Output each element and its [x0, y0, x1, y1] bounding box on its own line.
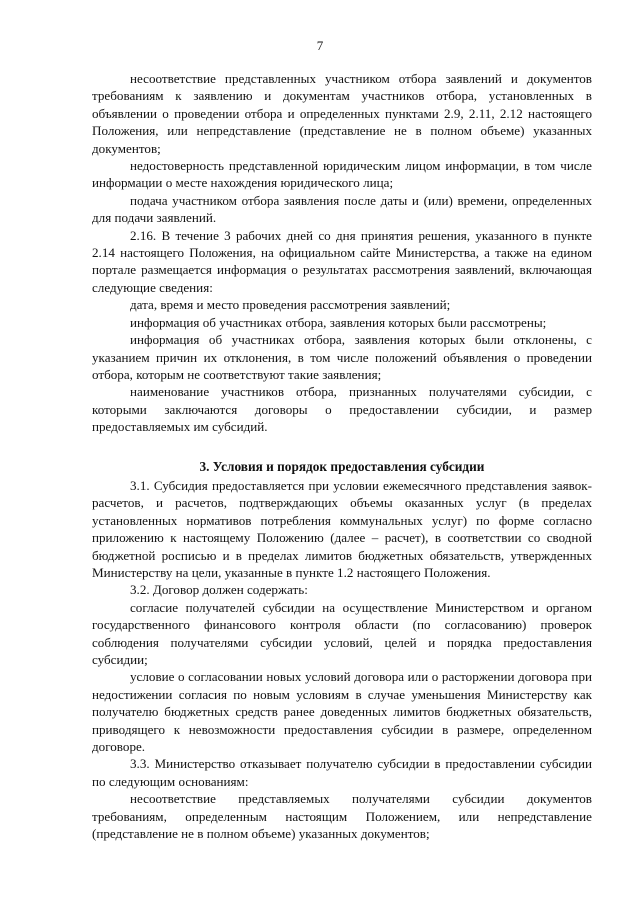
- paragraph-rejection-false-info: недостоверность представленной юридическим лицом информации, в том числе информации о месте нахождения юридического лица;: [92, 158, 592, 191]
- list-item-date-time-place: дата, время и место проведения рассмотрения заявлений;: [130, 297, 451, 313]
- paragraph-rejection-nonconformity: несоответствие представленных участником отбора заявлений и документов требованиям к заявлению и документам участников отбора, установленных в объявлении о проведении отбора и определенных пунктами 2.9, 2.11, 2.12 настоящего Положения, или непредставление (представление не в полном объеме) указанных документов;: [92, 71, 592, 156]
- list-item-rejected-participants: информация об участниках отбора, заявления которых были отклонены, с указанием причин их отклонения, в том числе положений объявления о проведении отбора, которым не соответствуют такие заявления;: [92, 332, 592, 382]
- paragraph-3-2: 3.2. Договор должен содержать:: [130, 582, 308, 598]
- section-3-heading: 3. Условия и порядок предоставления субсидии: [199, 458, 485, 474]
- list-item-reviewed-participants: информация об участниках отбора, заявления которых были рассмотрены;: [130, 314, 547, 330]
- list-item-consent-to-audits: согласие получателей субсидии на осуществление Министерством и органом государственного финансового контроля области (по согласованию) проверок соблюдения получателями субсидии условий, целей и порядка предоставления субсидии;: [92, 599, 592, 667]
- paragraph-2-16: 2.16. В течение 3 рабочих дней со дня принятия решения, указанного в пункте 2.14 настоящего Положения, на официальном сайте Министерства, а также на едином портале размещается информация о результатах рассмотрения заявлений, включающая следующие сведения:: [92, 227, 592, 295]
- paragraph-3-1: 3.1. Субсидия предоставляется при условии ежемесячного представления заявок-расчетов, и расчетов, подтверждающих объемы оказанных услуг (в пределах установленных нормативов потребления коммунальных услуг) по форме согласно приложению к настоящему Положению (далее – расчет), в соответствии со сводной бюджетной росписью и в пределах лимитов бюджетных обязательств, утвержденных Министерству на цели, указанные в пункте 1.2 настоящего Положения.: [92, 477, 592, 580]
- paragraph-rejection-late-submission: подача участником отбора заявления после даты и (или) времени, определенных для подачи заявлений.: [92, 192, 592, 226]
- document-body: [92, 70, 592, 842]
- list-item-documents-nonconformity: несоответствие представляемых получателями субсидии документов требованиям, определенным настоящим Положением, или непредставление (представление не в полном объеме) указанных документов;: [92, 791, 592, 842]
- page-number: 7: [316, 38, 324, 53]
- paragraph-3-3: 3.3. Министерство отказывает получателю субсидии в предоставлении субсидии по следующим основаниям:: [92, 756, 592, 789]
- list-item-recognized-recipients: наименование участников отбора, признанных получателями субсидии, с которыми заключаются договоры о предоставлении субсидии, и размер предоставляемых им субсидий.: [92, 384, 592, 435]
- list-item-new-terms-condition: условие о согласовании новых условий договора или о расторжении договора при недостижении согласия по новым условиям в случае уменьшения Министерству как получателю бюджетных средств ранее доведенных лимитов бюджетных обязательств, приводящего к невозможности предоставления субсидии в размере, определенном договоре.: [92, 669, 592, 755]
